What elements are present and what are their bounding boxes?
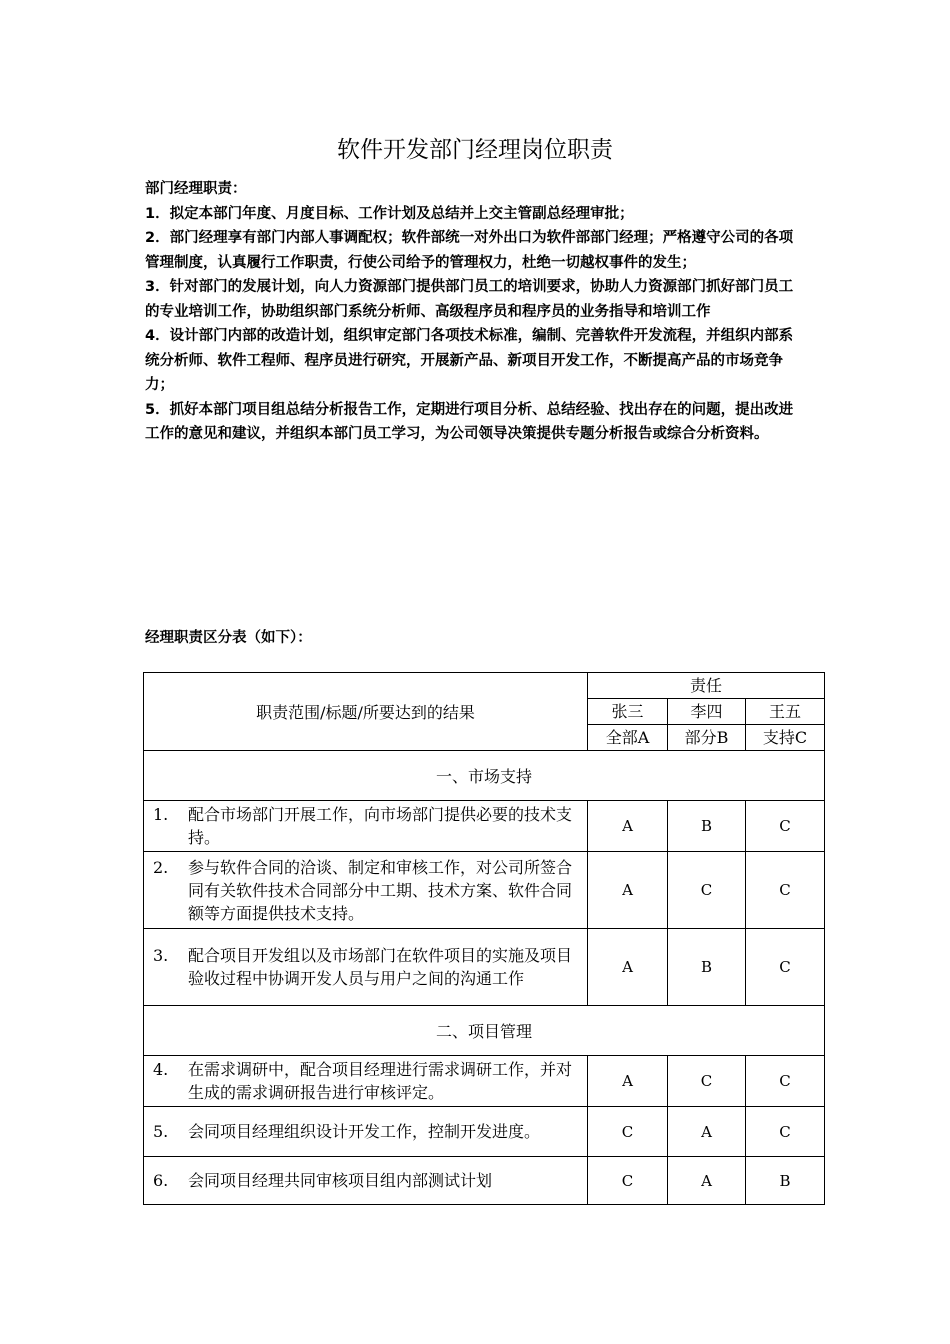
item-cell <box>144 852 588 929</box>
section-title: 二、项目管理 <box>144 1006 825 1056</box>
item-description: 参与软件合同的洽谈、制定和审核工作，对公司所签合同有关软件技术合同部分中工期、技术方案、软件合同额等方面提供技术支持。 <box>188 857 573 923</box>
item-number: 1. <box>153 805 169 824</box>
responsibility-mark: A <box>588 852 668 929</box>
item-number: 2. <box>153 857 169 877</box>
item-number: 3. <box>153 946 169 965</box>
responsibility-mark: C <box>668 1056 746 1107</box>
item-number: 5. <box>153 1122 169 1141</box>
item-description: 会同项目经理共同审核项目组内部测试计划 <box>188 1171 493 1190</box>
section-row <box>144 1006 825 1056</box>
item-description: 会同项目经理组织设计开发工作，控制开发进度。 <box>188 1122 541 1141</box>
item-cell <box>144 1056 588 1107</box>
section-title: 一、市场支持 <box>144 751 825 801</box>
duty-item: 2．部门经理享有部门内部人事调配权；软件部统一对外出口为软件部部门经理；严格遵守公司的各项管理制度，认真履行工作职责，行使公司给予的管理权力，杜绝一切越权事件的发生； <box>145 230 794 271</box>
responsibility-mark: C <box>668 852 746 929</box>
responsibility-mark: B <box>746 1157 825 1205</box>
responsibility-mark: A <box>588 801 668 852</box>
responsibility-mark: A <box>668 1157 746 1205</box>
person-header: 王五 <box>746 699 825 725</box>
role-header: 支持C <box>746 725 825 751</box>
item-description: 配合项目开发组以及市场部门在软件项目的实施及项目验收过程中协调开发人员与用户之间的沟通工作 <box>188 946 573 988</box>
table-row <box>144 929 825 1006</box>
scope-header: 职责范围/标题/所要达到的结果 <box>144 673 588 751</box>
table-caption: 经理职责区分表（如下）： <box>145 630 312 646</box>
item-cell <box>144 1107 588 1157</box>
table-row <box>144 1107 825 1157</box>
responsibility-mark: B <box>668 929 746 1006</box>
responsibility-mark: C <box>746 801 825 852</box>
role-header: 部分B <box>668 725 746 751</box>
item-cell <box>144 1157 588 1205</box>
responsibility-mark: A <box>588 1056 668 1107</box>
table-row <box>144 852 825 929</box>
item-description: 在需求调研中，配合项目经理进行需求调研工作，并对生成的需求调研报告进行审核评定。 <box>188 1060 573 1102</box>
responsibility-mark: B <box>668 801 746 852</box>
page-title: 软件开发部门经理岗位职责 <box>337 137 613 163</box>
item-cell <box>144 929 588 1006</box>
responsibility-mark: A <box>668 1107 746 1157</box>
table-row <box>144 1056 825 1107</box>
duty-item: 3．针对部门的发展计划，向人力资源部门提供部门员工的培训要求，协助人力资源部门抓好部门员工的专业培训工作，协助组织部门系统分析师、高级程序员和程序员的业务指导和培训工作 <box>145 279 794 320</box>
item-number: 4. <box>153 1060 169 1079</box>
person-header: 张三 <box>588 699 668 725</box>
item-cell <box>144 801 588 852</box>
responsibility-mark: C <box>588 1157 668 1205</box>
table-row <box>144 1157 825 1205</box>
item-description: 配合市场部门开展工作，向市场部门提供必要的技术支持。 <box>188 805 573 847</box>
responsibility-mark: C <box>746 1056 825 1107</box>
responsibility-mark: A <box>588 929 668 1006</box>
section-row <box>144 751 825 801</box>
responsibility-header: 责任 <box>588 673 825 699</box>
duty-item: 4．设计部门内部的改造计划，组织审定部门各项技术标准，编制、完善软件开发流程，并组织内部系统分析师、软件工程师、程序员进行研究，开展新产品、新项目开发工作，不断提高产品的市场竞争力； <box>145 328 794 393</box>
item-number: 6. <box>153 1171 169 1190</box>
table-row <box>144 801 825 852</box>
role-header: 全部A <box>588 725 668 751</box>
person-header: 李四 <box>668 699 746 725</box>
duty-item: 5．抓好本部门项目组总结分析报告工作，定期进行项目分析、总结经验、找出存在的问题，提出改进工作的意见和建议，并组织本部门员工学习，为公司领导决策提供专题分析报告或综合分析资料。 <box>145 401 794 442</box>
responsibility-mark: C <box>746 929 825 1006</box>
responsibility-mark: C <box>746 852 825 929</box>
responsibility-mark: C <box>588 1107 668 1157</box>
responsibility-mark: C <box>746 1107 825 1157</box>
responsibility-table <box>143 672 825 1205</box>
duty-item: 1．拟定本部门年度、月度目标、工作计划及总结并上交主管副总经理审批； <box>145 205 634 222</box>
section-label: 部门经理职责： <box>145 181 247 197</box>
duties-block <box>145 177 805 447</box>
